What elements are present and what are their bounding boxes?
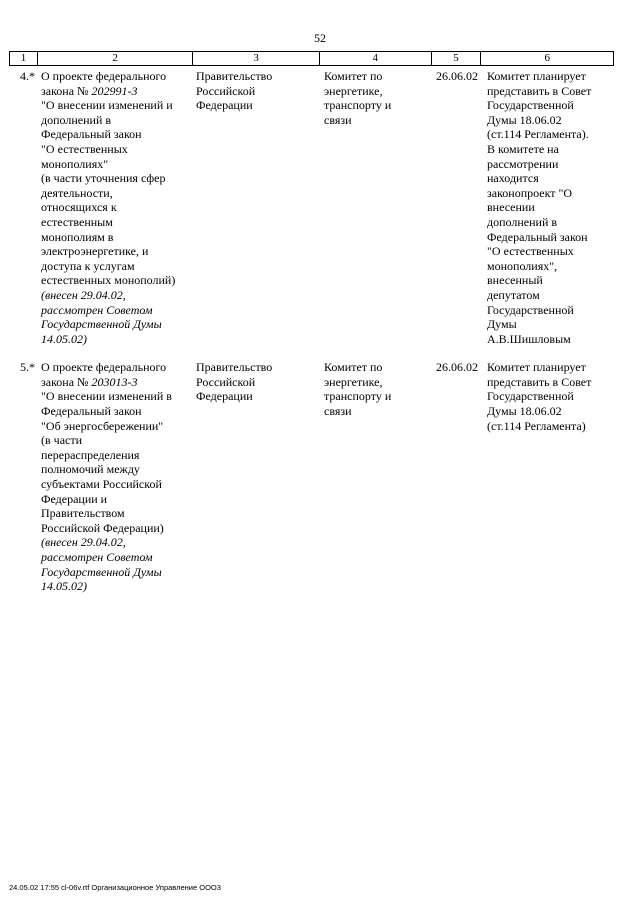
description-line: О проекте федерального — [41, 69, 167, 83]
submission-note-line: (внесен 29.04.02, — [41, 535, 126, 550]
description-line: Российской Федерации) — [41, 520, 164, 535]
submission-note-line: (внесен 29.04.02, — [41, 287, 126, 302]
description-line: деятельности, — [41, 185, 113, 200]
column-header-3: 3 — [192, 52, 319, 65]
status-line: Государственной — [487, 302, 574, 317]
description-line: полномочий между — [41, 462, 140, 477]
table-header — [9, 51, 614, 66]
page-footer: 24.05.02 17:55 cl-06v.rtf Организационное Управление ООО3 — [9, 883, 221, 892]
column-header-2: 2 — [37, 52, 192, 65]
submission-note-line: 14.05.02) — [41, 579, 87, 594]
row-spacer — [9, 346, 614, 360]
status-line: внесенный — [487, 273, 543, 288]
description-line: монополиям в — [41, 229, 114, 244]
description-line: (в части — [41, 433, 83, 448]
description-line: "О внесении изменений в — [41, 389, 172, 404]
description-line: естественных монополий) — [41, 273, 176, 288]
table-row — [9, 69, 614, 346]
document-table — [9, 51, 614, 594]
status-line: Думы 18.06.02 — [487, 112, 562, 127]
status-line: законопроект "О — [487, 185, 573, 200]
committee-line: транспорту и — [324, 389, 392, 404]
bill-number: 203013-3 — [91, 374, 138, 389]
submission-note-line: Государственной Думы — [41, 317, 162, 332]
status-line: В комитете на — [487, 141, 559, 156]
table-row — [9, 360, 614, 594]
column-header-4: 4 — [319, 52, 431, 65]
status-line: Думы — [487, 317, 517, 332]
committee-line: Комитет по — [324, 360, 383, 375]
bill-number-prefix: закона № — [41, 83, 92, 98]
status-line: Государственной — [487, 98, 574, 113]
status-note — [481, 69, 614, 346]
submission-note-line: 14.05.02) — [41, 331, 87, 346]
status-line: дополнений в — [487, 214, 558, 229]
bill-number-prefix: закона № — [41, 374, 92, 389]
status-line: Федеральный закон — [487, 229, 588, 244]
submission-note-line: Государственной Думы — [41, 564, 162, 579]
committee-line: связи — [324, 112, 352, 127]
status-line: Государственной — [487, 389, 574, 404]
column-header-5: 5 — [431, 52, 481, 65]
committee-line: энергетике, — [324, 374, 383, 389]
description-line: "О естественных — [41, 141, 128, 156]
status-line: рассмотрении — [487, 156, 559, 171]
description-line: Федерации и — [41, 491, 108, 506]
committee-line: Комитет по — [324, 69, 383, 83]
status-line: депутатом — [487, 287, 540, 302]
committee — [319, 69, 431, 127]
bill-number: 202991-3 — [91, 83, 138, 98]
page-number: 52 — [314, 31, 326, 45]
column-header-1: 1 — [20, 52, 27, 64]
description-line: Правительством — [41, 506, 125, 521]
description-line: субъектами Российской — [41, 477, 162, 492]
row-number: 4.* — [20, 69, 35, 83]
description-line: электроэнергетике, и — [41, 244, 149, 259]
description-line: "О внесении изменений и — [41, 98, 173, 113]
column-header-6: 6 — [480, 52, 613, 65]
initiator — [192, 360, 319, 404]
description-line: дополнений в — [41, 112, 112, 127]
status-line: Думы 18.06.02 — [487, 404, 562, 419]
initiator-line: Правительство — [196, 69, 273, 83]
committee — [319, 360, 431, 418]
status-line: находится — [487, 171, 539, 186]
status-line: представить в Совет — [487, 374, 592, 389]
description-line: монополиях" — [41, 156, 109, 171]
committee-line: связи — [324, 404, 352, 419]
table-body — [9, 66, 614, 594]
status-line: (ст.114 Регламента) — [487, 418, 586, 433]
date: 26.06.02 — [436, 69, 478, 83]
status-line: представить в Совет — [487, 83, 592, 98]
bill-number-line — [41, 375, 190, 390]
description-line: (в части уточнения сфер — [41, 171, 166, 186]
initiator-line: Федерации — [196, 389, 253, 404]
submission-note-line: рассмотрен Советом — [41, 550, 153, 564]
description-line: О проекте федерального — [41, 360, 167, 375]
description-line: Федеральный закон — [41, 404, 142, 419]
status-line: (ст.114 Регламента). — [487, 127, 589, 142]
committee-line: транспорту и — [324, 98, 392, 113]
initiator-line: Правительство — [196, 360, 273, 375]
status-line: монополиях", — [487, 258, 558, 273]
initiator-line: Российской — [196, 83, 256, 98]
bill-description — [36, 360, 192, 594]
description-line: "Об энергосбережении" — [41, 418, 164, 433]
description-line: перераспределения — [41, 447, 140, 462]
status-line: внесении — [487, 200, 535, 215]
status-note — [481, 360, 614, 433]
row-number: 5.* — [20, 360, 35, 375]
initiator-line: Российской — [196, 374, 256, 389]
submission-note-line: рассмотрен Советом — [41, 302, 153, 317]
initiator-line: Федерации — [196, 98, 253, 113]
status-line: А.В.Шишловым — [487, 331, 571, 346]
description-line: доступа к услугам — [41, 258, 135, 273]
description-line: Федеральный закон — [41, 127, 142, 142]
description-line: естественным — [41, 214, 113, 229]
description-line: относящихся к — [41, 200, 117, 215]
initiator — [192, 69, 319, 113]
date: 26.06.02 — [436, 360, 478, 375]
status-line: Комитет планирует — [487, 360, 586, 375]
status-line: Комитет планирует — [487, 69, 586, 83]
bill-number-line — [41, 84, 190, 99]
status-line: "О естественных — [487, 244, 574, 259]
bill-description — [36, 69, 192, 346]
committee-line: энергетике, — [324, 83, 383, 98]
